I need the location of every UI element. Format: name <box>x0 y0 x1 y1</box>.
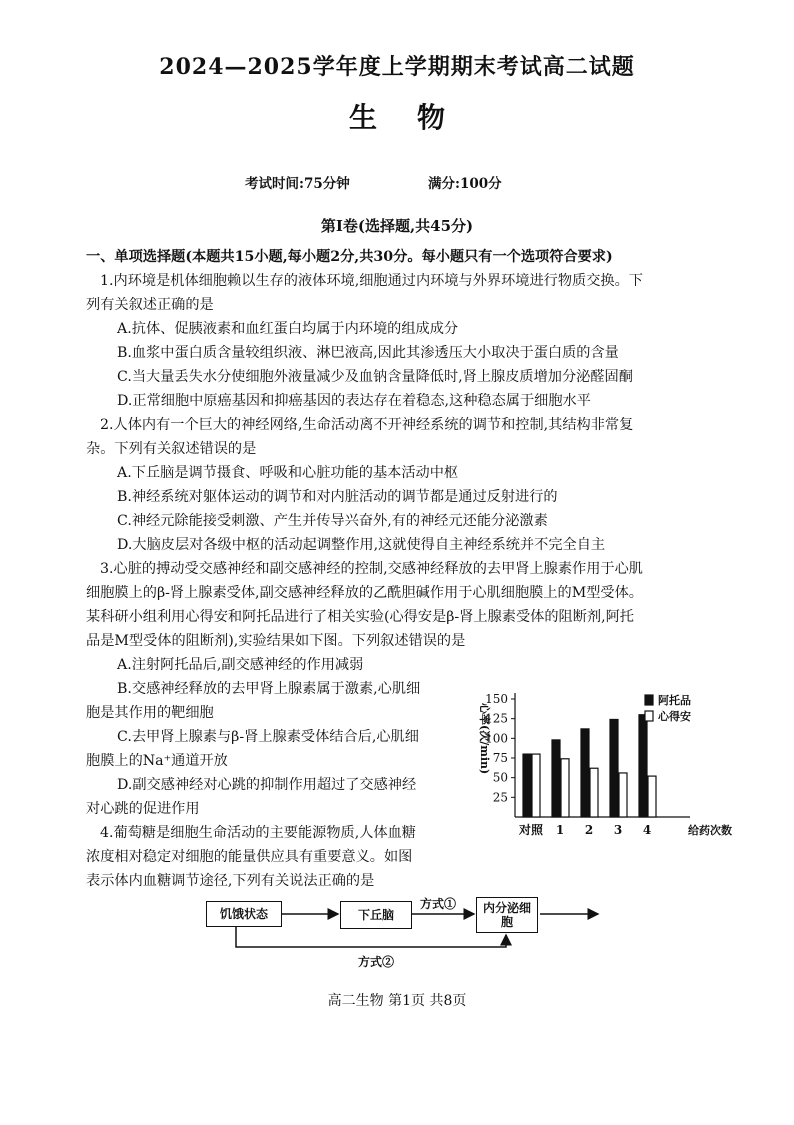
q4-stem-3: 表示体内血糖调节途径,下列有关说法正确的是 <box>86 873 375 889</box>
bar-atropine <box>639 715 647 817</box>
q1-stem-2: 列有关叙述正确的是 <box>86 297 214 313</box>
section-title: 第Ⅰ卷(选择题,共45分) <box>320 217 474 235</box>
bar-propranolol <box>590 768 598 817</box>
bar-propranolol <box>648 776 656 817</box>
q3-option-d-1: D.副交感神经对心跳的抑制作用超过了交感神经 <box>117 777 417 793</box>
bar-propranolol <box>561 759 569 817</box>
q4-stem-2: 浓度相对稳定对细胞的能量供应具有重要意义。如图 <box>86 849 413 865</box>
q3-stem-2: 细胞膜上的β-肾上腺素受体,副交感神经释放的乙酰胆碱作用于心肌细胞膜上的M型受体。 <box>86 585 643 601</box>
q3-stem-1: 3.心脏的搏动受交感神经和副交感神经的控制,交感神经释放的去甲肾上腺素作用于心肌 <box>100 561 643 577</box>
subject-title: 生物 <box>348 101 485 134</box>
exam-time: 考试时间:75分钟 <box>245 176 350 192</box>
q2-stem-2: 杂。下列有关叙述错误的是 <box>86 441 257 457</box>
y-tick-label: 25 <box>492 790 508 805</box>
box-endocrine-cell: 内分泌细胞 <box>476 897 538 933</box>
q2-stem-1: 2.人体内有一个巨大的神经网络,生命活动离不开神经系统的调节和控制,其结构非常复 <box>100 417 634 433</box>
x-axis-label: 给药次数 <box>688 824 732 837</box>
q3-stem-3: 某科研小组利用心得安和阿托品进行了相关实验(心得安是β-肾上腺素受体的阻断剂,阿托 <box>86 609 634 625</box>
x-tick-label: 2 <box>584 823 594 837</box>
bar-propranolol <box>532 754 540 817</box>
q3-option-d-2: 对心跳的促进作用 <box>86 801 200 817</box>
q3-stem-4: 品是M型受体的阻断剂),实验结果如下图。下列叙述错误的是 <box>86 633 466 649</box>
q2-option-d: D.大脑皮层对各级中枢的活动起调整作用,这就使得自主神经系统并不完全自主 <box>117 537 606 553</box>
bar-atropine <box>552 740 560 817</box>
y-axis-label: 心率(次/min) <box>478 703 491 775</box>
blood-sugar-flow-diagram <box>200 895 610 975</box>
q3-option-c-2: 胞膜上的Na⁺通道开放 <box>86 753 228 769</box>
arrow-hunger-to-endocrine <box>236 927 506 947</box>
bar-atropine <box>610 719 618 817</box>
q1-option-b: B.血浆中蛋白质含量较组织液、淋巴液高,因此其渗透压大小取决于蛋白质的含量 <box>117 345 619 361</box>
exam-title: 2024—2025学年度上学期期末考试高二试题 <box>159 54 635 80</box>
q3-option-b-2: 胞是其作用的靶细胞 <box>86 705 214 721</box>
y-tick-label: 125 <box>485 711 508 726</box>
full-score: 满分:100分 <box>428 176 502 192</box>
y-tick-label: 100 <box>485 731 508 746</box>
part-heading: 一、单项选择题(本题共15小题,每小题2分,共30分。每小题只有一个选项符合要求) <box>86 249 613 265</box>
q1-option-d: D.正常细胞中原癌基因和抑癌基因的表达存在着稳态,这种稳态属于细胞水平 <box>117 393 591 409</box>
bar-atropine <box>523 754 531 817</box>
legend-label: 心得安 <box>658 710 691 723</box>
q4-stem-1: 4.葡萄糖是细胞生命活动的主要能源物质,人体血糖 <box>100 825 416 841</box>
q2-option-b: B.神经系统对躯体运动的调节和对内脏活动的调节都是通过反射进行的 <box>117 489 558 505</box>
label-method-2: 方式② <box>358 955 395 969</box>
legend-swatch <box>645 711 653 721</box>
legend-label: 阿托品 <box>658 694 691 707</box>
x-tick-label: 4 <box>642 823 652 837</box>
q3-option-b-1: B.交感神经释放的去甲肾上腺素属于激素,心肌细 <box>117 681 421 697</box>
x-tick-label: 1 <box>555 823 565 837</box>
y-tick-label: 150 <box>485 692 508 706</box>
box-hypothalamus: 下丘脑 <box>340 901 412 929</box>
legend-swatch <box>645 695 653 705</box>
label-method-1: 方式① <box>420 897 457 911</box>
y-tick-label: 50 <box>492 770 508 785</box>
bar-atropine <box>581 729 589 817</box>
q3-option-a: A.注射阿托品后,副交感神经的作用减弱 <box>117 657 364 673</box>
q2-option-c: C.神经元除能接受刺激、产生并传导兴奋外,有的神经元还能分泌激素 <box>117 513 548 529</box>
bar-propranolol <box>619 773 627 817</box>
y-tick-label: 75 <box>492 751 508 765</box>
page-footer: 高二生物 第1页 共8页 <box>327 993 467 1009</box>
q2-option-a: A.下丘脑是调节摄食、呼吸和心脏功能的基本活动中枢 <box>117 465 459 481</box>
q1-stem-1: 1.内环境是机体细胞赖以生存的液体环境,细胞通过内环境与外界环境进行物质交换。下 <box>100 273 643 289</box>
q1-option-a: A.抗体、促胰液素和血红蛋白均属于内环境的组成成分 <box>117 321 459 337</box>
q3-option-c-1: C.去甲肾上腺素与β-肾上腺素受体结合后,心肌细 <box>117 729 419 745</box>
box-hunger-state: 饥饿状态 <box>206 901 282 927</box>
x-tick-label: 3 <box>613 823 623 837</box>
q1-option-c: C.当大量丢失水分使细胞外液量减少及血钠含量降低时,肾上腺皮质增加分泌醛固酮 <box>117 369 633 385</box>
heart-rate-bar-chart <box>465 685 735 845</box>
x-tick-label: 对照 <box>518 823 544 837</box>
